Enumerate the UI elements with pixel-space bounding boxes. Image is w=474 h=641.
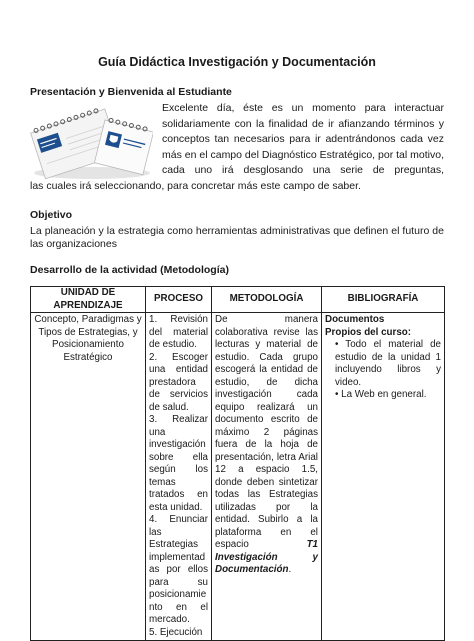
metodologia-emphasis: T1 Investigación y Documentación: [215, 539, 318, 575]
proceso-step: 3. Realizar una investigación sobre ella según los temas tratados en esta unidad.: [149, 414, 208, 513]
metodologia-text: De manera colaborativa revise las lecturas y material de estudio. Cada grupo escogerá la entidad de estudio, de dicha investigación cada equipo realizará un documento escrito de máximo 2 páginas fuera de la hoja de presentación, letra Arial 12 a espacio 1.5, donde deben sintetizar todas las Estrategias utilizadas por la entidad. Subirlo a la plataforma en el espacio: [215, 314, 318, 550]
document-title: Guía Didáctica Investigación y Documentación: [98, 55, 376, 69]
proceso-step: 4. Enunciar las Estrategias implementad as por ellos para su posicionamie nto en el mercado.: [149, 514, 208, 625]
column-header-metodologia: METODOLOGÍA: [212, 287, 322, 313]
bibliografia-item: • Todo el material de estudio de la unidad 1 incluyendo libros y video.: [325, 339, 441, 389]
table-row: [31, 313, 445, 641]
metodologia-end: .: [288, 564, 292, 575]
presentation-text-continued: las cuales irá seleccionando, para concretar más este campo de saber.: [30, 180, 361, 192]
table-header-row: [31, 287, 445, 313]
column-header-proceso: PROCESO: [146, 287, 212, 313]
notebooks-illustration: [28, 105, 153, 180]
cell-proceso: [146, 313, 212, 641]
presentation-text: Excelente día, éste es un momento para interactuar solidariamente con la finalidad de ir afianzando términos y conceptos tan necesarios para ir adentrándonos cada vez más en el campo del Diagnóstico Estratégico, por tal motivo, cada uno irá desglosando una serie de preguntas,: [162, 102, 444, 176]
methodology-table: [30, 286, 445, 641]
column-header-bibliografia: BIBLIOGRAFÍA: [322, 287, 445, 313]
objective-heading: Objetivo: [30, 209, 73, 221]
activity-heading: Desarrollo de la actividad (Metodología): [30, 264, 229, 276]
presentation-heading: Presentación y Bienvenida al Estudiante: [30, 86, 232, 98]
cell-unidad: Concepto, Paradigmas y Tipos de Estrategias, y Posicionamiento Estratégico: [31, 313, 146, 641]
bibliografia-item: • La Web en general.: [325, 389, 441, 402]
cell-metodologia: [212, 313, 322, 641]
cell-bibliografia: [322, 313, 445, 641]
proceso-step: 2. Escoger una entidad prestadora de servicios de salud.: [149, 351, 208, 413]
bibliografia-heading: Documentos: [325, 314, 385, 325]
objective-text: La planeación y la estrategia como herramientas administrativas que definen el futuro de las organizaciones: [30, 225, 444, 250]
bibliografia-subheading: Propios del curso:: [325, 326, 412, 338]
proceso-step: 1. Revisión del material de estudio.: [149, 314, 208, 350]
column-header-unidad: UNIDAD DE APRENDIZAJE: [31, 287, 146, 313]
proceso-step: 5. Ejecución: [149, 626, 203, 638]
